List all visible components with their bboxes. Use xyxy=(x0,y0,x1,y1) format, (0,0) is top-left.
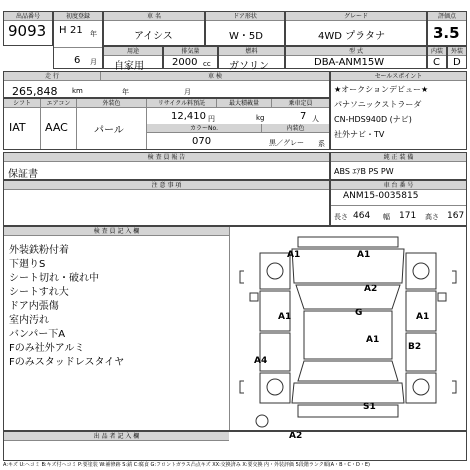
left-rear-wheel xyxy=(267,379,283,395)
height: 167 xyxy=(447,211,465,221)
options-header: 純 正 装 備 xyxy=(331,153,466,162)
inspection-item: 室内汚れ xyxy=(9,315,49,326)
ac-header: エアコン xyxy=(40,99,76,108)
interior-color-header: 内装色 xyxy=(261,124,329,133)
inspection-month-unit: 月 xyxy=(184,88,191,96)
recycle-header: リサイクル料預託 xyxy=(146,99,216,108)
exterior-color-header: 外装色 xyxy=(76,99,146,108)
windshield-outline xyxy=(296,285,400,309)
damage-mark: S1 xyxy=(363,402,376,412)
recycle-fee: 12,410 xyxy=(171,111,206,122)
right-mirror xyxy=(438,293,446,301)
inspection-item: 外装鉄粉付着 xyxy=(9,245,69,256)
lot-number-box xyxy=(3,11,53,46)
frame-box xyxy=(330,180,467,226)
displacement: 2000 xyxy=(172,57,198,68)
door-type: W・5D xyxy=(229,31,263,42)
selling-points-header: セールスポイント xyxy=(331,72,466,81)
color-no: 070 xyxy=(192,136,212,147)
selling-point: パナソニックストラーダ xyxy=(334,100,422,109)
selling-point: 社外ナビ・TV xyxy=(334,130,385,139)
model-code-box xyxy=(285,46,427,69)
ac: AAC xyxy=(45,121,68,134)
damage-mark: B2 xyxy=(408,342,422,352)
damage-mark: G xyxy=(355,308,363,318)
bottom-header: 出 品 者 記 入 欄 xyxy=(4,432,229,441)
front-bumper-outline xyxy=(298,237,398,247)
right-rear-wheel xyxy=(413,379,429,395)
score-header: 評価点 xyxy=(428,12,466,21)
hood-outline xyxy=(292,249,404,283)
shift: IAT xyxy=(9,121,26,134)
car-name-box xyxy=(103,11,205,46)
door-type-header: ドア形状 xyxy=(206,12,284,21)
exterior-color: パール xyxy=(94,125,124,136)
grade-header: グレード xyxy=(286,12,426,21)
options: ABS ｴｱB PS PW xyxy=(334,167,394,176)
rear-window-outline xyxy=(298,361,398,381)
reception-header: 検 査 員 報 告 xyxy=(4,153,329,162)
right-front-door-outline xyxy=(406,291,436,331)
width-label: 幅 xyxy=(383,213,390,221)
left-front-wheel xyxy=(267,263,283,279)
first-reg-header: 初度登録 xyxy=(54,12,102,21)
interior-color: 黒／グレー xyxy=(269,139,304,147)
inspection-year-unit: 年 xyxy=(122,88,129,96)
displacement-header: 排気量 xyxy=(164,47,217,56)
displacement-unit: cc xyxy=(203,60,211,68)
max-load-header: 最大積載量 xyxy=(216,99,271,108)
inspection-item: Fのみ社外アルミ xyxy=(9,343,85,354)
right-front-wheel xyxy=(413,263,429,279)
inspection-item: 下廻りS xyxy=(9,259,46,270)
door-type-box xyxy=(205,11,285,46)
recycle-yen: 円 xyxy=(208,115,215,123)
capacity: 7 xyxy=(300,111,307,122)
damage-mark: A4 xyxy=(254,356,268,366)
first-reg-month-unit: 月 xyxy=(90,58,97,66)
damage-mark: A1 xyxy=(366,335,380,345)
usage-box xyxy=(103,46,163,72)
first-reg-month: 6 xyxy=(74,55,81,66)
legend: A:キズ U:ヘコミ B:キズ付ヘコミ P:要塗装 W:補修跡 S:錆 C:腐食 G:フロントガラス凸点キズ XX:交換済み X:要交換 内・外装評価 5段階ランク順(A・B・C・D・E) xyxy=(3,462,370,468)
reception-box xyxy=(3,152,330,180)
length: 464 xyxy=(353,211,371,221)
first-reg-era: H xyxy=(59,25,67,36)
inspection-header: 車 検 xyxy=(100,72,329,81)
usage: 自家用 xyxy=(114,61,144,72)
lot-number: 9093 xyxy=(8,22,47,40)
mileage-unit: km xyxy=(72,87,83,95)
interior-score-box xyxy=(427,46,447,69)
inspection-item: シート切れ・破れ中 xyxy=(9,273,99,284)
spare-tire xyxy=(256,415,268,427)
rear-bumper-outline xyxy=(298,405,398,417)
reception-item: 保証書 xyxy=(8,169,38,180)
left-fender-outline xyxy=(260,253,290,289)
first-reg-year: 21 xyxy=(70,25,83,36)
capacity-unit: 人 xyxy=(312,115,319,123)
right-rear-door-outline xyxy=(406,333,436,371)
right-fender-outline xyxy=(406,253,436,289)
damage-mark: A1 xyxy=(416,312,430,322)
frame-header: 車 台 番 号 xyxy=(331,181,466,190)
interior-color-series: 系 xyxy=(318,140,325,148)
inspection-item: Fのみスタッドレスタイヤ xyxy=(9,357,125,368)
max-load-kg: kg xyxy=(256,114,265,122)
shift-header: シフト xyxy=(4,99,40,108)
damage-mark: A2 xyxy=(289,431,303,441)
inspection-item: シートすれ大 xyxy=(9,287,69,298)
trunk-outline xyxy=(292,383,404,403)
model-code-header: 型 式 xyxy=(286,47,426,56)
interior-header: 内装 xyxy=(428,47,446,56)
left-mirror xyxy=(250,293,258,301)
car-diagram xyxy=(232,231,464,429)
notes-header: 注 意 事 項 xyxy=(4,181,329,190)
inspection-item: バンパー下A xyxy=(9,329,66,340)
inspection-header-bar: 検 査 員 記 入 欄 xyxy=(4,227,229,236)
damage-mark: A1 xyxy=(278,312,292,322)
capacity-header: 乗車定員 xyxy=(271,99,329,108)
damage-mark: A1 xyxy=(287,250,301,260)
right-quarter-outline xyxy=(406,373,436,403)
fuel-header: 燃料 xyxy=(219,47,284,56)
damage-mark: A2 xyxy=(364,284,378,294)
length-label: 長さ xyxy=(334,213,348,221)
damage-mark: A1 xyxy=(357,250,371,260)
score-box xyxy=(427,11,467,46)
bottom-box xyxy=(3,431,467,461)
exterior-score-box xyxy=(447,46,467,69)
car-name: アイシス xyxy=(134,31,173,42)
left-quarter-outline xyxy=(260,373,290,403)
notes-box xyxy=(3,180,330,226)
color-no-header: カラーNo. xyxy=(146,124,261,133)
fuel-box xyxy=(218,46,285,72)
width: 171 xyxy=(399,211,417,221)
selling-points-box xyxy=(330,71,467,150)
options-box xyxy=(330,152,467,180)
inspection-item: ドア内張傷 xyxy=(9,301,59,312)
first-reg-year-unit: 年 xyxy=(90,30,97,38)
model-code: DBA-ANM15W xyxy=(314,57,385,68)
first-reg-box xyxy=(53,11,103,69)
height-label: 高さ xyxy=(425,213,439,221)
mileage-box xyxy=(3,71,330,98)
fuel: ガソリン xyxy=(229,61,269,72)
score: 3.5 xyxy=(433,24,460,42)
frame-no: ANM15-0035815 xyxy=(343,191,419,201)
grade: 4WD プラタナ xyxy=(318,31,386,42)
grade-box xyxy=(285,11,427,46)
selling-point: ★オークションデビュー★ xyxy=(334,85,429,94)
interior-score: C xyxy=(433,57,440,68)
exterior-header: 外装 xyxy=(448,47,466,56)
mileage-header: 走 行 xyxy=(4,72,100,81)
mileage: 265,848 xyxy=(12,85,58,98)
left-front-door-outline xyxy=(260,291,290,331)
selling-point: CN-HDS940D (ナビ) xyxy=(334,115,412,124)
car-name-header: 車 名 xyxy=(104,12,204,21)
usage-header: 用途 xyxy=(104,47,162,56)
lot-number-header: 出品番号 xyxy=(4,12,52,21)
spec-box xyxy=(3,98,330,150)
exterior-score: D xyxy=(453,57,461,68)
displacement-box xyxy=(163,46,218,69)
